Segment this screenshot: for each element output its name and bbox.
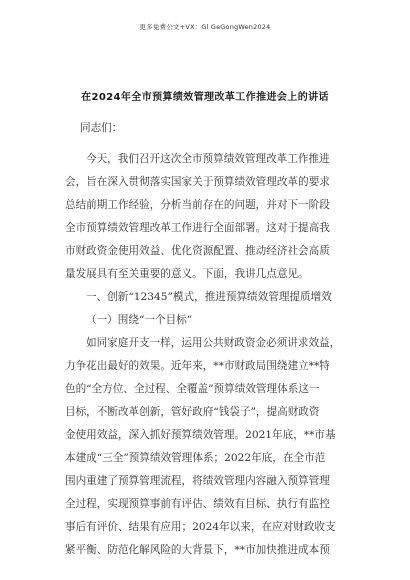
body-line: 如同家庭开支一样，运用公共财政资金必须讲求效益，: [86, 337, 341, 349]
section-heading: 一、创新“12345”模式，推进预算绩效管理提质增效: [86, 291, 332, 303]
body-line: 力争花出最好的效果。近年来，**市财政局围绕建立**特: [65, 360, 330, 372]
document-title: 在2024年全市预算绩效管理改革工作推进会上的讲话: [81, 92, 329, 103]
body-line: 全市预算绩效管理改革工作进行全面部署。这对于提高我: [65, 222, 330, 234]
body-line: 全过程，实现预算事前有评估、绩效有目标、执行有监控: [65, 498, 330, 510]
body-line: 金使用效益，深入抓好预算绩效管理。2021年底，**市基: [65, 429, 336, 441]
body-line: 量发展具有至关重要的意义。下面，我讲几点意见。: [65, 268, 309, 280]
body-line: 本建成“三全”预算绩效管理体系；2022年底，在全市范: [65, 452, 326, 464]
body-line: 市财政资金使用效益、优化资源配置、推动经济社会高质: [65, 245, 330, 257]
body-line: 事后有评价、结果有应用；2024年以来，在应对财政收支: [65, 521, 336, 533]
body-line: 色的“全方位、全过程、全覆盖”预算绩效管理体系这一: [65, 383, 320, 395]
subsection-heading: （一）围绕“一个目标”: [86, 314, 193, 326]
salutation: 同志们：: [80, 122, 123, 134]
body-line: 会，旨在深入贯彻落实国家关于预算绩效管理改革的要求: [65, 176, 330, 188]
document-body: [65, 117, 355, 562]
body-line: 目标，不断改革创新，管好政府“钱袋子”，提高财政资: [65, 406, 320, 418]
body-line: 围内重建了预算管理流程，将绩效管理内容融入预算管理: [65, 475, 330, 487]
header-watermark-note: 更多免费公文+VX：Gl GeGongWen2024: [139, 23, 271, 31]
body-line: 总结前期工作经验，分析当前存在的问题，并对下一阶段: [65, 199, 330, 211]
body-line: 今天，我们召开这次全市预算绩效管理改革工作推进: [86, 153, 330, 165]
body-line: 紧平衡、防范化解风险的大背景下，**市加快推进成本预: [65, 544, 330, 556]
